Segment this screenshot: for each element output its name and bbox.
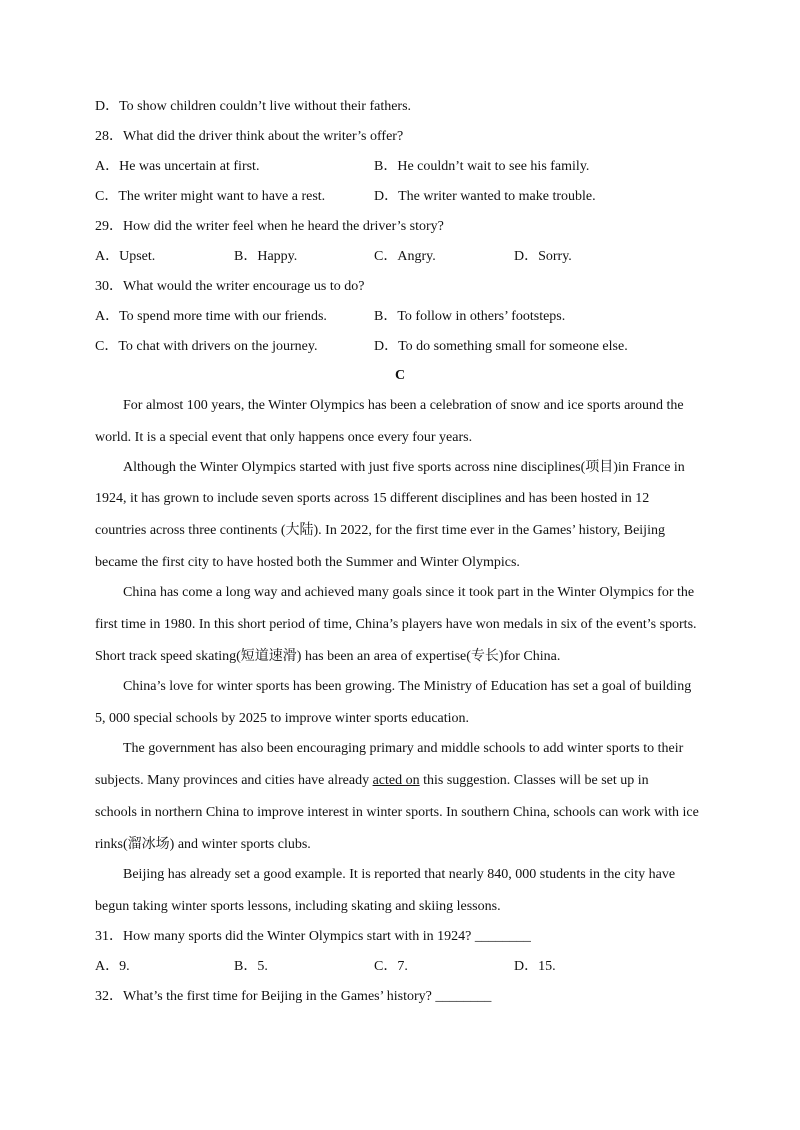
q30-option-c: C．To chat with drivers on the journey. (95, 339, 318, 354)
passage-p5-line2-after: this suggestion. Classes will be set up in (419, 773, 649, 788)
passage-p5-line2 (95, 772, 710, 790)
q28-question: 28．What did the driver think about the writer’s offer? (95, 129, 404, 144)
passage-p5-line2-before: subjects. Many provinces and cities have already (95, 773, 373, 788)
passage-p5-line4: rinks(溜冰场) and winter sports clubs. (95, 837, 311, 852)
q29-question: 29．How did the writer feel when he heard the driver’s story? (95, 219, 444, 234)
passage-p1-line2: world. It is a special event that only happens once every four years. (95, 430, 473, 445)
q30-option-b: B．To follow in others’ footsteps. (374, 309, 566, 324)
passage-p2-line3: countries across three continents (大陆). In 2022, for the first time ever in the Games’ history, Beijing (95, 523, 665, 538)
passage-p3-line2: first time in 1980. In this short period of time, China’s players have won medals in six of the event’s sports. (95, 617, 697, 632)
passage-p4-line2: 5, 000 special schools by 2025 to improve winter sports education. (95, 711, 470, 726)
q28-option-b: B．He couldn’t wait to see his family. (374, 159, 590, 174)
passage-p5-line3: schools in northern China to improve interest in winter sports. In southern China, schools can work with ice (95, 805, 699, 820)
passage-p4-line1: China’s love for winter sports has been growing. The Ministry of Education has set a goal of building (123, 679, 692, 694)
q31-option-b: B．5. (234, 959, 268, 974)
q30-question: 30．What would the writer encourage us to do? (95, 279, 365, 294)
passage-p6-line1: Beijing has already set a good example. It is reported that nearly 840, 000 students in the city have (123, 867, 676, 882)
q30-option-a: A．To spend more time with our friends. (95, 309, 327, 324)
passage-p3-line3: Short track speed skating(短道速滑) has been an area of expertise(专长)for China. (95, 649, 561, 664)
passage-p2-line2: 1924, it has grown to include seven sports across 15 different disciplines and has been hosted in 12 (95, 491, 650, 506)
passage-p1-line1: For almost 100 years, the Winter Olympics has been a celebration of snow and ice sports around the (123, 398, 684, 413)
q31-question: 31．How many sports did the Winter Olympics start with in 1924? ________ (95, 929, 531, 944)
q28-option-a: A．He was uncertain at first. (95, 159, 260, 174)
q29-option-a: A．Upset. (95, 249, 156, 264)
q31-option-d: D．15. (514, 959, 556, 974)
passage-p2-line4: became the first city to have hosted both the Summer and Winter Olympics. (95, 555, 520, 570)
q31-option-c: C．7. (374, 959, 408, 974)
passage-p5-line1: The government has also been encouraging primary and middle schools to add winter sports to their (123, 741, 684, 756)
q29-option-c: C．Angry. (374, 249, 436, 264)
q29-option-b: B．Happy. (234, 249, 298, 264)
underlined-phrase: acted on (372, 773, 420, 788)
q32-question: 32．What’s the first time for Beijing in the Games’ history? ________ (95, 989, 492, 1004)
q30-option-d: D．To do something small for someone else. (374, 339, 628, 354)
passage-p6-line2: begun taking winter sports lessons, including skating and skiing lessons. (95, 899, 501, 914)
section-heading: C (394, 368, 406, 383)
q28-option-c: C．The writer might want to have a rest. (95, 189, 326, 204)
passage-p2-line1: Although the Winter Olympics started with just five sports across nine disciplines(项目)in France in (123, 460, 685, 475)
q27-option-d: D．To show children couldn’t live without their fathers. (95, 99, 412, 114)
q28-option-d: D．The writer wanted to make trouble. (374, 189, 596, 204)
passage-p3-line1: China has come a long way and achieved many goals since it took part in the Winter Olympics for the (123, 585, 695, 600)
q31-option-a: A．9. (95, 959, 130, 974)
q29-option-d: D．Sorry. (514, 249, 572, 264)
